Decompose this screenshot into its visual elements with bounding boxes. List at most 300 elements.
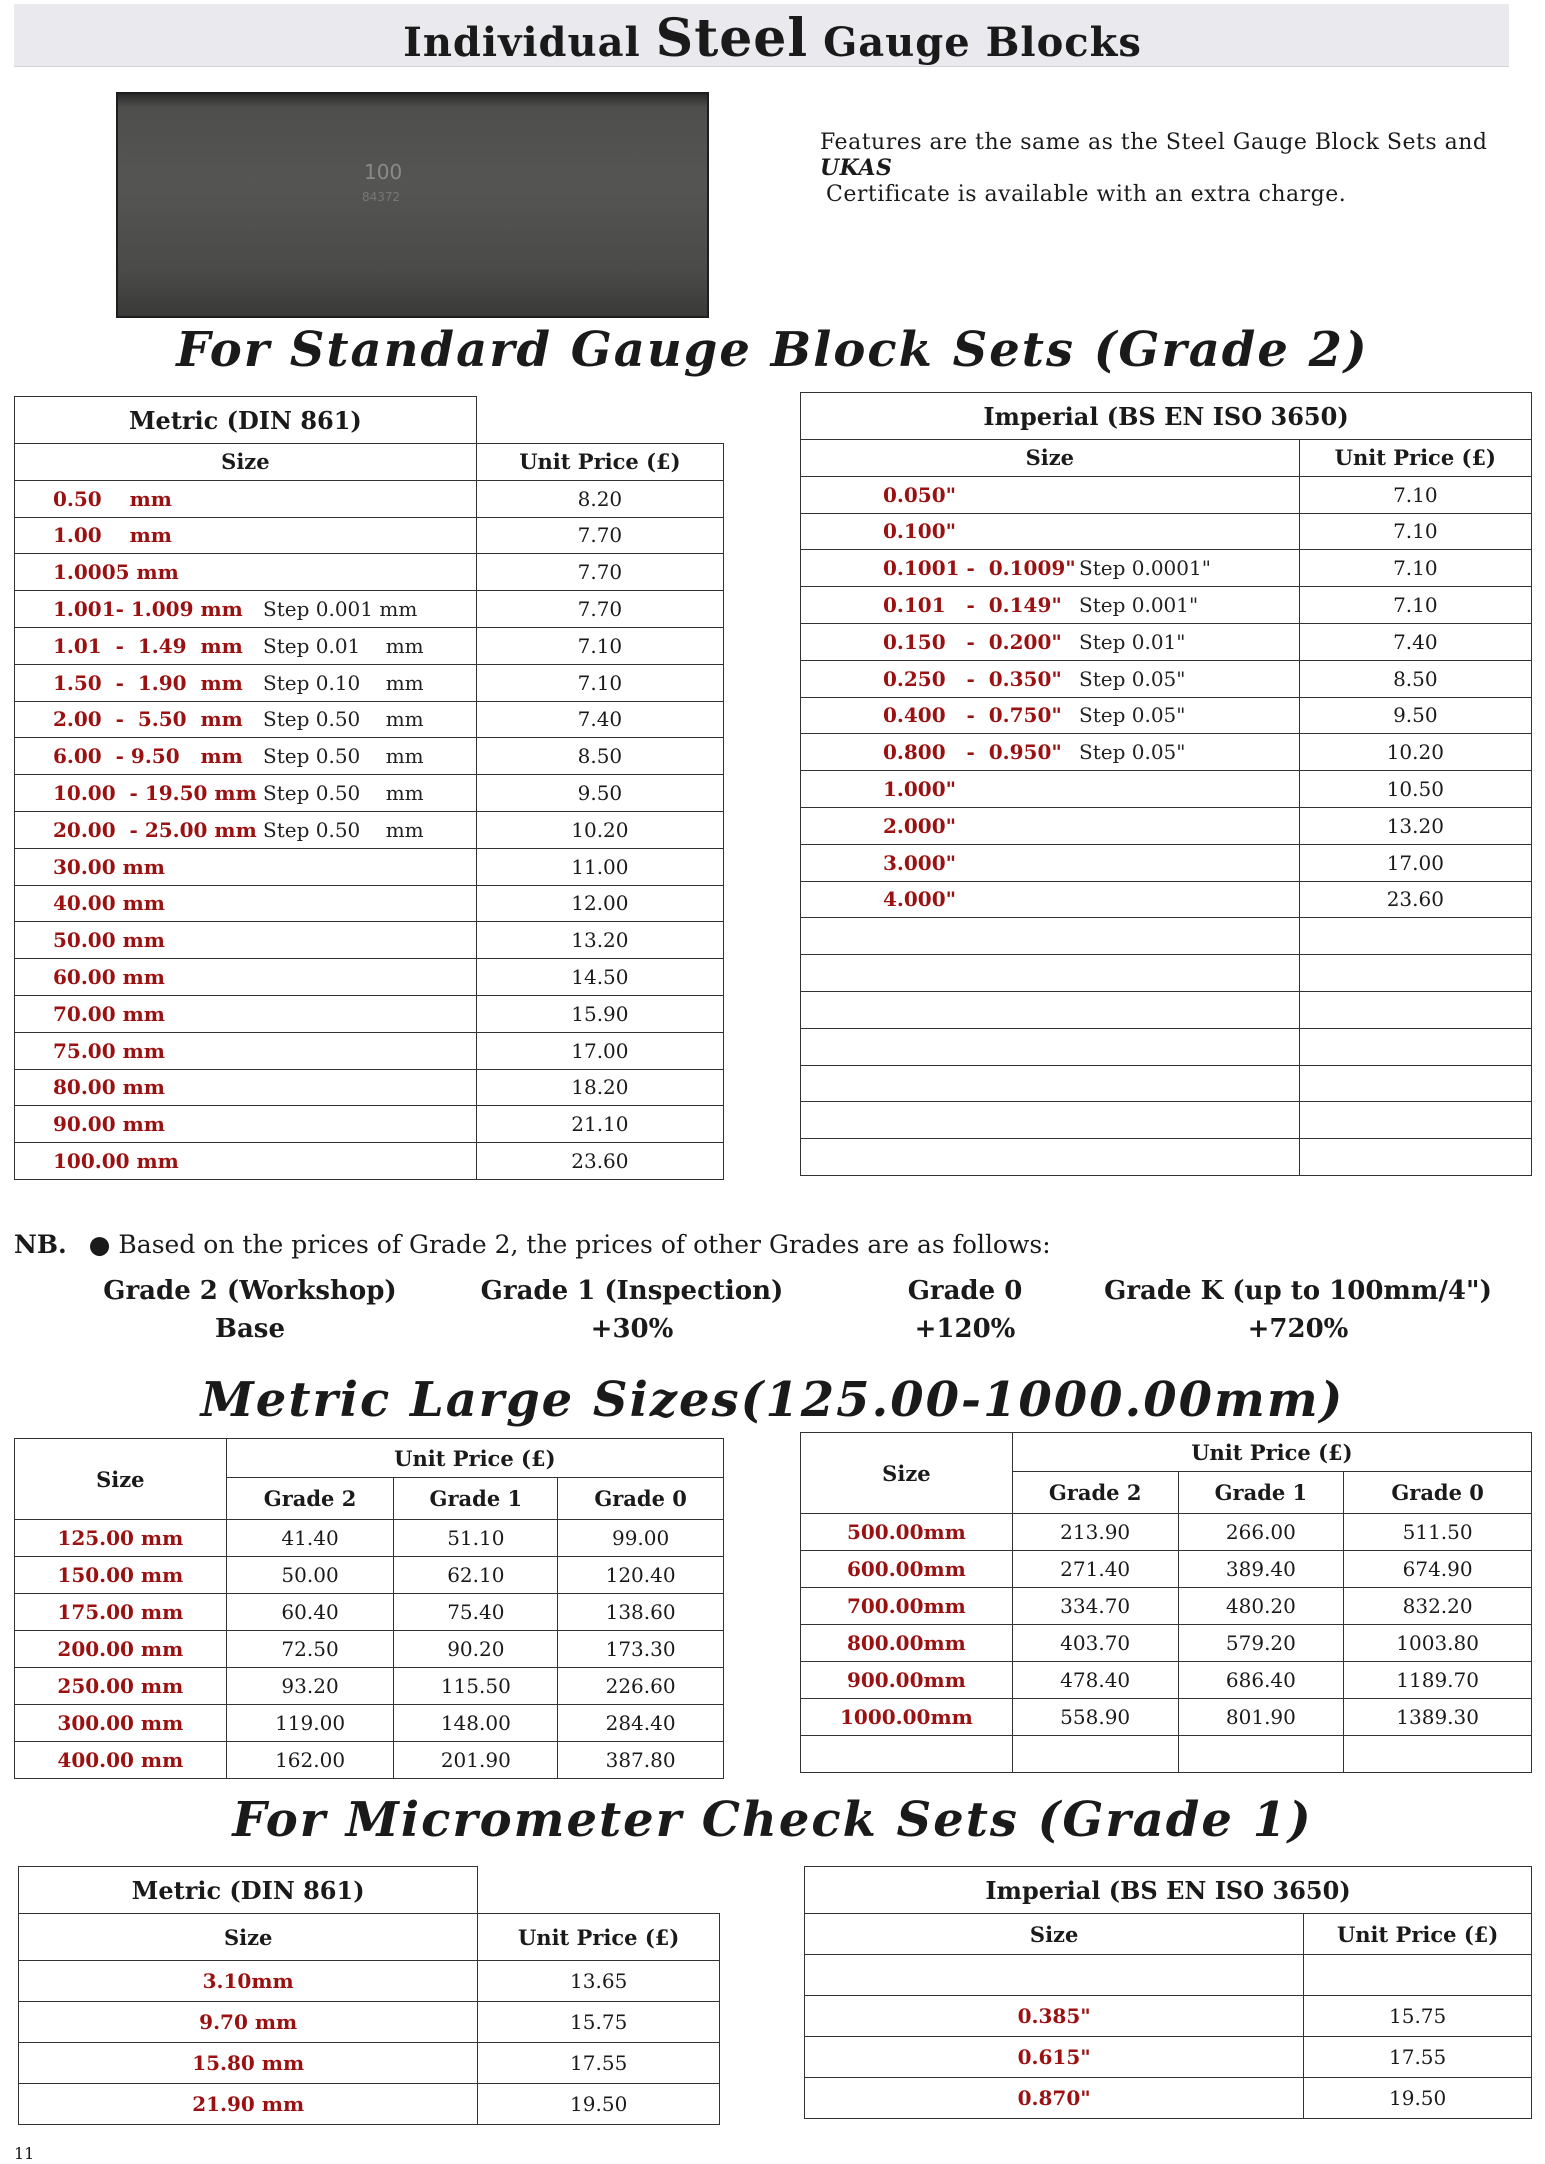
grade-multipliers [0, 1272, 1545, 1352]
price-value: 7.70 [476, 517, 723, 554]
table-row [801, 807, 1532, 844]
step-value: Step 0.001 mm [263, 597, 418, 622]
size-value: 0.385" [805, 1996, 1304, 2037]
table-row [801, 991, 1532, 1028]
step-value: Step 0.10 mm [263, 670, 424, 695]
size-value: 150.00 mm [15, 1557, 227, 1594]
size-value: 200.00 mm [15, 1631, 227, 1668]
micro-metric-heading: Metric (DIN 861) [19, 1867, 478, 1914]
nb-label: NB. [14, 1230, 67, 1259]
table-row [15, 1594, 724, 1631]
large-left-col-size: Size [15, 1439, 227, 1520]
table-row [15, 1069, 724, 1106]
metric-size-cell [15, 1069, 477, 1106]
price-value: 12.00 [476, 885, 723, 922]
size-value: 0.050" [883, 482, 957, 507]
large-section-title: Metric Large Sizes(125.00-1000.00mm) [200, 1372, 1345, 1428]
price-value: 7.10 [476, 664, 723, 701]
price-value: 7.10 [1299, 550, 1531, 587]
grade-value: +120% [914, 1314, 1016, 1344]
metric-size-cell [15, 1032, 477, 1069]
metric-size-cell [15, 738, 477, 775]
price-value: 7.40 [1299, 623, 1531, 660]
size-value: 70.00 mm [53, 1001, 165, 1026]
table-row [801, 1662, 1532, 1699]
price-value: 15.75 [1304, 1996, 1532, 2037]
table-row [15, 1631, 724, 1668]
table-row [15, 591, 724, 628]
table-row [801, 955, 1532, 992]
large-left-col-unit: Unit Price (£) [226, 1439, 723, 1478]
size-value: 0.100" [883, 519, 957, 544]
metric-size-cell [15, 480, 477, 517]
micro-metric-table [18, 1866, 720, 2125]
size-value: 0.150 - 0.200" [883, 629, 1062, 654]
table-row [801, 476, 1532, 513]
standard-section-title: For Standard Gauge Block Sets (Grade 2) [176, 322, 1369, 378]
price-value: 23.60 [1299, 881, 1531, 918]
title-pre: Individual [403, 19, 641, 66]
size-value: 0.50 mm [53, 486, 172, 511]
price-value: 17.55 [1304, 2037, 1532, 2078]
price-value: 10.20 [1299, 734, 1531, 771]
table-row [801, 587, 1532, 624]
step-value: Step 0.05" [1079, 666, 1186, 691]
size-value: 10.00 - 19.50 mm [53, 781, 257, 806]
price-value: 7.40 [476, 701, 723, 738]
table-row [801, 550, 1532, 587]
gauge-block-image [116, 92, 709, 318]
size-value: 300.00 mm [15, 1705, 227, 1742]
metric-size-cell [15, 517, 477, 554]
table-row [19, 1961, 720, 2002]
grade2-price: 60.40 [226, 1594, 394, 1631]
step-value: Step 0.50 mm [263, 817, 424, 842]
grade0-price: 284.40 [558, 1705, 724, 1742]
price-value: 17.00 [1299, 844, 1531, 881]
size-value: 3.10mm [19, 1961, 478, 2002]
title-big: Steel [655, 8, 809, 69]
metric-size-cell [15, 1106, 477, 1143]
table-row [801, 1028, 1532, 1065]
price-value: 9.50 [1299, 697, 1531, 734]
size-value [805, 1955, 1304, 1996]
metric-heading-blank [476, 397, 723, 444]
imperial-size-cell [801, 623, 1300, 660]
imperial-size-cell [801, 1139, 1300, 1176]
step-value: Step 0.001" [1079, 593, 1199, 618]
size-value: 20.00 - 25.00 mm [53, 817, 257, 842]
nb-note [14, 1230, 1051, 1259]
price-value: 13.65 [478, 1961, 720, 2002]
step-value: Step 0.05" [1079, 703, 1186, 728]
grade0-price: 99.00 [558, 1520, 724, 1557]
metric-heading: Metric (DIN 861) [15, 397, 477, 444]
imperial-size-cell [801, 587, 1300, 624]
price-value: 7.10 [1299, 587, 1531, 624]
price-value: 13.20 [1299, 807, 1531, 844]
grade1-price: 90.20 [394, 1631, 558, 1668]
table-row [15, 1742, 724, 1779]
grade0-price: 1003.80 [1344, 1625, 1532, 1662]
imperial-size-cell [801, 918, 1300, 955]
grade0-price [1344, 1736, 1532, 1773]
size-value: 175.00 mm [15, 1594, 227, 1631]
table-row [15, 1668, 724, 1705]
size-value: 1.01 - 1.49 mm [53, 633, 243, 658]
table-row [15, 995, 724, 1032]
imperial-size-cell [801, 734, 1300, 771]
price-value [1304, 1955, 1532, 1996]
imperial-size-cell [801, 955, 1300, 992]
metric-size-cell [15, 775, 477, 812]
price-value: 7.70 [476, 591, 723, 628]
size-value: 800.00mm [801, 1625, 1013, 1662]
grade-value: +720% [1247, 1314, 1349, 1344]
table-row [801, 1699, 1532, 1736]
metric-size-cell [15, 922, 477, 959]
table-row [801, 697, 1532, 734]
metric-col-price: Unit Price (£) [476, 444, 723, 481]
block-serial: 84372 [362, 190, 401, 204]
features-line-2: Certificate is available with an extra charge. [826, 182, 1347, 207]
price-value: 7.10 [1299, 513, 1531, 550]
table-row [15, 554, 724, 591]
large-left-col-g1: Grade 1 [394, 1478, 558, 1520]
nb-text: Based on the prices of Grade 2, the prices of other Grades are as follows: [118, 1230, 1051, 1259]
imperial-size-cell [801, 660, 1300, 697]
standard-imperial-table [800, 392, 1532, 1176]
size-value: 0.870" [805, 2078, 1304, 2119]
large-right-col-unit: Unit Price (£) [1012, 1433, 1531, 1472]
size-value: 1.000" [883, 777, 957, 802]
grade0-price: 1189.70 [1344, 1662, 1532, 1699]
micro-metric-col-price: Unit Price (£) [478, 1914, 720, 1961]
metric-size-cell [15, 591, 477, 628]
price-value: 8.20 [476, 480, 723, 517]
grade0-price: 832.20 [1344, 1588, 1532, 1625]
metric-col-size: Size [15, 444, 477, 481]
table-row [801, 844, 1532, 881]
grade2-price: 271.40 [1012, 1551, 1178, 1588]
size-value: 75.00 mm [53, 1038, 165, 1063]
size-value: 400.00 mm [15, 1742, 227, 1779]
table-row [15, 1032, 724, 1069]
price-value: 10.50 [1299, 771, 1531, 808]
table-row [15, 701, 724, 738]
price-value [1299, 955, 1531, 992]
metric-size-cell [15, 885, 477, 922]
size-value: 1.001- 1.009 mm [53, 597, 243, 622]
grade-name: Grade 0 [907, 1276, 1023, 1306]
size-value: 1.0005 mm [53, 560, 179, 585]
size-value: 50.00 mm [53, 928, 165, 953]
grade1-price: 75.40 [394, 1594, 558, 1631]
table-row [15, 1106, 724, 1143]
size-value: 9.70 mm [19, 2002, 478, 2043]
imperial-size-cell [801, 881, 1300, 918]
large-left-col-g0: Grade 0 [558, 1478, 724, 1520]
table-row [801, 1625, 1532, 1662]
imperial-size-cell [801, 771, 1300, 808]
large-sizes-left-table [14, 1438, 724, 1779]
table-row [15, 1520, 724, 1557]
step-value: Step 0.50 mm [263, 707, 424, 732]
grade2-price: 558.90 [1012, 1699, 1178, 1736]
step-value: Step 0.01" [1079, 629, 1186, 654]
large-right-col-g1: Grade 1 [1178, 1472, 1344, 1514]
size-value: 60.00 mm [53, 965, 165, 990]
size-value: 125.00 mm [15, 1520, 227, 1557]
size-value: 1.50 - 1.90 mm [53, 670, 243, 695]
size-value: 30.00 mm [53, 854, 165, 879]
size-value: 2.00 - 5.50 mm [53, 707, 243, 732]
metric-size-cell [15, 811, 477, 848]
features-line-1 [820, 130, 1545, 181]
grade0-price: 138.60 [558, 1594, 724, 1631]
price-value: 15.75 [478, 2002, 720, 2043]
micro-imperial-heading: Imperial (BS EN ISO 3650) [805, 1867, 1532, 1914]
table-row [805, 2078, 1532, 2119]
table-row [805, 1996, 1532, 2037]
large-sizes-right-table [800, 1432, 1532, 1773]
price-value: 7.10 [476, 627, 723, 664]
metric-size-cell [15, 664, 477, 701]
table-row [15, 738, 724, 775]
metric-size-cell [15, 959, 477, 996]
micro-section-title: For Micrometer Check Sets (Grade 1) [232, 1792, 1313, 1848]
grade2-price: 93.20 [226, 1668, 394, 1705]
size-value: 0.800 - 0.950" [883, 740, 1062, 765]
table-row [805, 2037, 1532, 2078]
imperial-size-cell [801, 697, 1300, 734]
price-value: 17.00 [476, 1032, 723, 1069]
size-value: 600.00mm [801, 1551, 1013, 1588]
table-row [15, 811, 724, 848]
price-value [1299, 1065, 1531, 1102]
price-value: 19.50 [478, 2084, 720, 2125]
metric-size-cell [15, 627, 477, 664]
table-row [15, 885, 724, 922]
table-row [801, 1139, 1532, 1176]
price-value [1299, 1139, 1531, 1176]
grade1-price: 801.90 [1178, 1699, 1344, 1736]
grade-name: Grade 2 (Workshop) [103, 1276, 397, 1306]
table-row [15, 517, 724, 554]
grade2-price: 478.40 [1012, 1662, 1178, 1699]
grade1-price [1178, 1736, 1344, 1773]
table-row [801, 1736, 1532, 1773]
grade2-price: 334.70 [1012, 1588, 1178, 1625]
table-row [19, 2043, 720, 2084]
grade1-price: 480.20 [1178, 1588, 1344, 1625]
size-value: 700.00mm [801, 1588, 1013, 1625]
step-value: Step 0.50 mm [263, 744, 424, 769]
table-row [805, 1955, 1532, 1996]
size-value: 0.615" [805, 2037, 1304, 2078]
metric-size-cell [15, 1143, 477, 1180]
large-right-col-g0: Grade 0 [1344, 1472, 1532, 1514]
size-value: 2.000" [883, 813, 957, 838]
imperial-size-cell [801, 844, 1300, 881]
table-row [15, 480, 724, 517]
size-value: 1.00 mm [53, 523, 172, 548]
grade1-price: 115.50 [394, 1668, 558, 1705]
table-row [15, 664, 724, 701]
imperial-size-cell [801, 476, 1300, 513]
table-row [801, 1514, 1532, 1551]
price-value: 23.60 [476, 1143, 723, 1180]
grade2-price: 403.70 [1012, 1625, 1178, 1662]
micro-imperial-col-price: Unit Price (£) [1304, 1914, 1532, 1955]
grade0-price: 1389.30 [1344, 1699, 1532, 1736]
large-right-col-g2: Grade 2 [1012, 1472, 1178, 1514]
page-number: 11 [14, 2144, 35, 2163]
grade1-price: 62.10 [394, 1557, 558, 1594]
micro-imperial-col-size: Size [805, 1914, 1304, 1955]
table-row [15, 1143, 724, 1180]
price-value: 19.50 [1304, 2078, 1532, 2119]
step-value: Step 0.05" [1079, 740, 1186, 765]
size-value: 3.000" [883, 850, 957, 875]
standard-metric-table [14, 396, 724, 1180]
micro-metric-heading-blank [478, 1867, 720, 1914]
grade1-price: 148.00 [394, 1705, 558, 1742]
price-value: 18.20 [476, 1069, 723, 1106]
page-title [0, 8, 1545, 69]
size-value: 900.00mm [801, 1662, 1013, 1699]
price-value: 9.50 [476, 775, 723, 812]
price-value [1299, 1028, 1531, 1065]
price-value: 8.50 [1299, 660, 1531, 697]
grade-item [1098, 1272, 1498, 1348]
grade-value: Base [214, 1314, 285, 1344]
price-value: 8.50 [476, 738, 723, 775]
table-row [19, 2084, 720, 2125]
price-value [1299, 1102, 1531, 1139]
grade0-price: 511.50 [1344, 1514, 1532, 1551]
size-value: 500.00mm [801, 1514, 1013, 1551]
grade2-price: 213.90 [1012, 1514, 1178, 1551]
price-value: 13.20 [476, 922, 723, 959]
micro-imperial-table [804, 1866, 1532, 2119]
size-value: 250.00 mm [15, 1668, 227, 1705]
large-right-col-size: Size [801, 1433, 1013, 1514]
price-value: 7.70 [476, 554, 723, 591]
table-row [15, 627, 724, 664]
grade2-price: 50.00 [226, 1557, 394, 1594]
price-value: 21.10 [476, 1106, 723, 1143]
grade1-price: 389.40 [1178, 1551, 1344, 1588]
size-value: 0.250 - 0.350" [883, 666, 1062, 691]
large-left-col-g2: Grade 2 [226, 1478, 394, 1520]
grade1-price: 266.00 [1178, 1514, 1344, 1551]
metric-size-cell [15, 995, 477, 1032]
imperial-size-cell [801, 513, 1300, 550]
step-value: Step 0.50 mm [263, 781, 424, 806]
size-value: 6.00 - 9.50 mm [53, 744, 243, 769]
table-row [801, 881, 1532, 918]
grade1-price: 51.10 [394, 1520, 558, 1557]
grade-value: +30% [590, 1314, 674, 1344]
size-value: 80.00 mm [53, 1075, 165, 1100]
table-row [801, 1102, 1532, 1139]
micro-metric-col-size: Size [19, 1914, 478, 1961]
imperial-size-cell [801, 550, 1300, 587]
size-value: 4.000" [883, 887, 957, 912]
table-row [801, 1065, 1532, 1102]
grade0-price: 226.60 [558, 1668, 724, 1705]
size-value [801, 1736, 1013, 1773]
size-value: 100.00 mm [53, 1149, 179, 1174]
grade1-price: 686.40 [1178, 1662, 1344, 1699]
table-row [801, 623, 1532, 660]
table-row [15, 848, 724, 885]
imperial-size-cell [801, 1065, 1300, 1102]
metric-size-cell [15, 701, 477, 738]
block-label: 100 [364, 160, 403, 184]
table-row [15, 1557, 724, 1594]
size-value: 21.90 mm [19, 2084, 478, 2125]
table-row [15, 922, 724, 959]
table-row [801, 771, 1532, 808]
price-value: 14.50 [476, 959, 723, 996]
step-value: Step 0.01 mm [263, 633, 424, 658]
grade2-price: 41.40 [226, 1520, 394, 1557]
table-row [801, 1551, 1532, 1588]
table-row [15, 1705, 724, 1742]
price-value: 11.00 [476, 848, 723, 885]
metric-size-cell [15, 554, 477, 591]
grade2-price [1012, 1736, 1178, 1773]
size-value: 0.400 - 0.750" [883, 703, 1062, 728]
table-row [801, 513, 1532, 550]
imperial-col-price: Unit Price (£) [1299, 440, 1531, 477]
table-row [15, 775, 724, 812]
price-value [1299, 991, 1531, 1028]
grade0-price: 387.80 [558, 1742, 724, 1779]
table-row [801, 1588, 1532, 1625]
size-value: 1000.00mm [801, 1699, 1013, 1736]
imperial-size-cell [801, 807, 1300, 844]
price-value: 10.20 [476, 811, 723, 848]
grade2-price: 119.00 [226, 1705, 394, 1742]
grade0-price: 173.30 [558, 1631, 724, 1668]
table-row [801, 918, 1532, 955]
price-value [1299, 918, 1531, 955]
table-row [19, 2002, 720, 2043]
grade-item [50, 1272, 450, 1348]
imperial-size-cell [801, 1102, 1300, 1139]
features-text: Features are the same as the Steel Gauge Block Sets and [820, 130, 1488, 155]
step-value: Step 0.0001" [1079, 556, 1211, 581]
size-value: 15.80 mm [19, 2043, 478, 2084]
price-value: 7.10 [1299, 476, 1531, 513]
grade0-price: 674.90 [1344, 1551, 1532, 1588]
size-value: 0.101 - 0.149" [883, 593, 1062, 618]
metric-size-cell [15, 848, 477, 885]
grade1-price: 579.20 [1178, 1625, 1344, 1662]
grade2-price: 162.00 [226, 1742, 394, 1779]
table-row [15, 959, 724, 996]
title-post: Gauge Blocks [823, 19, 1142, 66]
table-row [801, 734, 1532, 771]
price-value: 15.90 [476, 995, 723, 1032]
bullet-icon: ● [88, 1230, 111, 1259]
imperial-col-size: Size [801, 440, 1300, 477]
table-row [801, 660, 1532, 697]
grade-name: Grade 1 (Inspection) [480, 1276, 784, 1306]
